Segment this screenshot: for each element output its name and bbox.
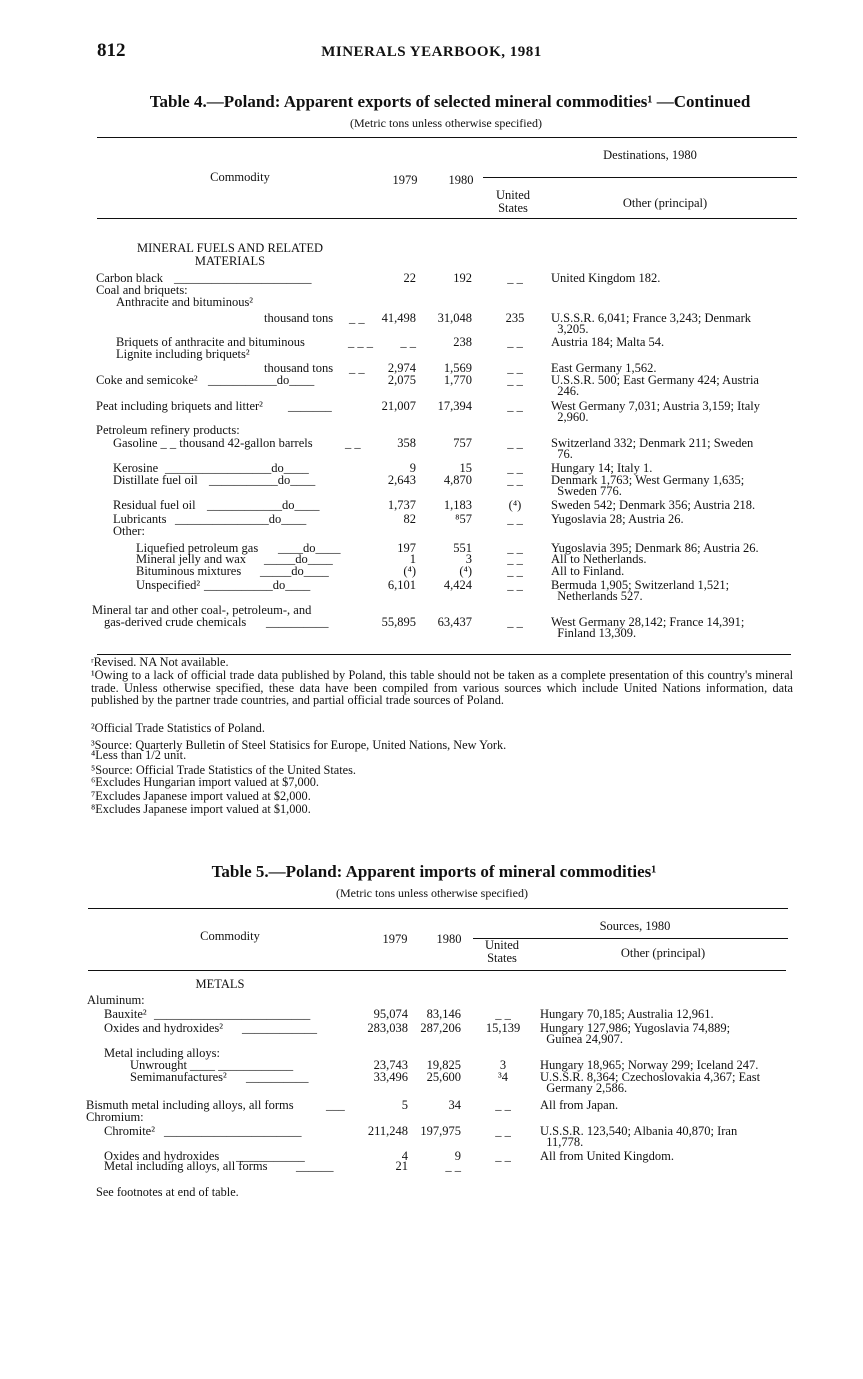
row-label: Petroleum refinery products: [96,423,240,437]
row-label: Bauxite² [104,1007,147,1021]
cell-1980: 34 [448,1098,461,1112]
cell-1979: 358 [397,436,416,450]
footnote: ²Official Trade Statistics of Poland. [91,721,265,735]
cell-united-states: _ _ [507,512,523,526]
cell-1979: 6,101 [387,578,416,592]
cell-united-states: _ _ [507,541,523,555]
cell-other-principal: All to Finland. [551,564,625,578]
table5-header-sources: Sources, 1980 [599,919,671,933]
cell-1980: 1,770 [443,373,472,387]
cell-united-states: 235 [505,311,525,325]
cell-1979: 283,038 [367,1021,408,1035]
row-label: Lubricants [113,512,167,526]
row-leader: ____ ____________ [190,1058,294,1072]
footnote: ⁷Excludes Japanese import valued at $2,000. [91,789,311,803]
table5-section-heading: METALS [195,977,245,991]
table5-header-1980: 1980 [436,932,462,946]
table4-subtitle: (Metric tons unless otherwise specified) [350,116,542,130]
table-row [0,498,863,512]
row-label: Semimanufactures² [130,1070,227,1084]
cell-other-principal: Yugoslavia 395; Denmark 86; Austria 26. [551,541,759,555]
table-row [0,311,863,336]
cell-1979: 5 [401,1098,408,1112]
row-label: Gasoline _ _ thousand 42-gallon barrels [113,436,313,450]
cell-united-states: _ _ [507,335,523,349]
cell-1980: 1,569 [443,361,472,375]
row-label: Bituminous mixtures [136,564,242,578]
row-label: Lignite including briquets² [116,347,250,361]
row-leader: _________________do____ [165,461,309,475]
table5-header-1979: 1979 [382,932,408,946]
cell-other-principal: U.S.S.R. 8,364; Czechoslovakia 4,367; East Germany 2,586. [540,1070,761,1095]
footnote: ⁴Less than 1/2 unit. [91,748,187,762]
row-label: Mineral jelly and wax [136,552,247,566]
cell-1979: 2,643 [387,473,416,487]
table4-dest-rule [483,177,797,178]
cell-1980: 1,183 [443,498,472,512]
table-row [0,436,863,461]
table4-header-other: Other (principal) [622,196,708,210]
table4-header-1980: 1980 [448,173,474,187]
row-label: Kerosine [113,461,159,475]
cell-united-states: ³4 [498,1070,508,1084]
cell-other-principal: All from Japan. [540,1098,619,1112]
table4-top-rule [97,137,797,138]
table5-title: Table 5.—Poland: Apparent imports of mineral commodities¹ [211,862,657,881]
cell-united-states: 3 [499,1058,507,1072]
cell-1979: 23,743 [373,1058,408,1072]
running-title: MINERALS YEARBOOK, 1981 [321,44,542,60]
cell-united-states: _ _ [507,373,523,387]
cell-united-states: _ _ [507,271,523,285]
footnote: ⁸Excludes Japanese import valued at $1,000. [91,802,311,816]
row-label: Chromium: [86,1110,144,1124]
cell-other-principal: Hungary 14; Italy 1. [551,461,653,475]
table-row [0,347,863,361]
cell-1980: 287,206 [420,1021,461,1035]
footnote: ⁵Source: Official Trade Statistics of the United States. [91,763,356,777]
cell-1980: (⁴) [459,564,472,578]
cell-1980: 757 [453,436,472,450]
cell-1980: 63,437 [437,615,472,629]
table5-header-other: Other (principal) [620,946,706,960]
row-label: Coke and semicoke² [96,373,198,387]
cell-united-states: _ _ [507,615,523,629]
row-label: Peat including briquets and litter² [96,399,263,413]
page-number: 812 [97,40,126,61]
table-row [0,564,863,578]
table-row [0,1110,863,1124]
row-label: Coal and briquets: [96,283,188,297]
cell-other-principal: Yugoslavia 28; Austria 26. [551,512,684,526]
table4-header-bottom-rule [97,218,797,219]
cell-1980: _ _ [445,1159,461,1173]
cell-united-states: _ _ [507,361,523,375]
table5-top-rule [88,908,788,909]
row-label: Distillate fuel oil [113,473,198,487]
row-leader: _____do____ [264,552,333,566]
row-label: Anthracite and bituminous² [116,295,254,309]
row-label: Chromite² [104,1124,155,1138]
cell-other-principal: West Germany 7,031; Austria 3,159; Italy 2,960. [551,399,761,424]
footnote: ¹Owing to a lack of official trade data published by Poland, this table should not be taken as a complete presentation of this country's mineral trade. Unless otherwise specified, these data have been compiled from various sources which include United Nations information, data published by the partner trade countries, and partial official trade sources of Poland. [91,668,793,707]
cell-other-principal: U.S.S.R. 6,041; France 3,243; Denmark 3,205. [551,311,751,336]
cell-1979: 1,737 [387,498,416,512]
cell-other-principal: Hungary 127,986; Yugoslavia 74,889; Guinea 24,907. [540,1021,731,1046]
row-leader: ___________do____ [208,373,315,387]
row-label: Carbon black [96,271,163,285]
cell-1980: 25,600 [426,1070,461,1084]
row-leader: _________________________ [154,1007,311,1021]
cell-united-states: _ _ [495,1149,511,1163]
cell-1980: 19,825 [426,1058,461,1072]
row-label: Metal including alloys: [104,1046,220,1060]
table4-header-commodity: Commodity [210,170,270,184]
row-label: thousand tons [264,311,334,325]
table-row [0,295,863,309]
cell-1979: 197 [397,541,416,555]
cell-1980: 4,870 [443,473,472,487]
row-label: Mineral tar and other coal-, petroleum-, and [92,603,312,617]
row-leader: _ _ [345,436,361,450]
table-row [0,1007,863,1021]
cell-other-principal: East Germany 1,562. [551,361,657,375]
row-label: gas-derived crude chemicals [104,615,247,629]
cell-1979: 2,974 [387,361,416,375]
cell-other-principal: Hungary 18,965; Norway 299; Iceland 247. [540,1058,759,1072]
table5-header-us: United States [484,938,520,965]
cell-1979: 22 [403,271,416,285]
table-row [0,373,863,398]
table-row [0,524,863,538]
row-label: Liquefied petroleum gas [136,541,259,555]
cell-1980: 3 [465,552,472,566]
cell-1980: 15 [459,461,472,475]
cell-other-principal: Bermuda 1,905; Switzerland 1,521; Netherlands 527. [551,578,730,603]
cell-other-principal: U.S.S.R. 500; East Germany 424; Austria 246. [551,373,759,398]
table-row [0,473,863,498]
cell-other-principal: All from United Kingdom. [540,1149,675,1163]
table5-header-bottom-rule [88,970,786,971]
cell-1979: (⁴) [403,564,416,578]
cell-1980: 9 [454,1149,461,1163]
row-leader: _ _ [349,311,365,325]
table-row [0,993,863,1007]
cell-1980: 238 [453,335,472,349]
row-leader: ____do____ [278,541,341,555]
row-leader: ______ [296,1159,334,1173]
cell-united-states: (⁴) [508,498,522,512]
row-leader: _______________do____ [175,512,307,526]
cell-1980: ⁸57 [455,512,472,526]
table-row [0,1021,863,1046]
row-leader: _____do____ [260,564,329,578]
cell-1980: 197,975 [420,1124,461,1138]
cell-1980: 551 [453,541,472,555]
cell-1979: 9 [409,461,416,475]
table4-section-heading: MINERAL FUELS AND RELATED MATERIALS [137,241,323,268]
row-leader: __________ [266,615,329,629]
cell-other-principal: Sweden 542; Denmark 356; Austria 218. [551,498,756,512]
row-leader: ___________ [236,1149,305,1163]
cell-united-states: _ _ [507,399,523,413]
cell-1979: 1 [409,552,416,566]
cell-united-states: _ _ [507,564,523,578]
cell-other-principal: Denmark 1,763; West Germany 1,635; Sweden 776. [551,473,745,498]
row-leader: ___ [326,1098,345,1112]
cell-united-states: _ _ [495,1124,511,1138]
footnote: ʳRevised. NA Not available. [91,655,229,669]
cell-1980: 17,394 [437,399,472,413]
row-leader: ______________________ [164,1124,302,1138]
row-leader: ___________do____ [204,578,311,592]
row-label: Metal including alloys, all forms [104,1159,268,1173]
row-label: Oxides and hydroxides² [104,1021,224,1035]
table-row [0,399,863,424]
cell-1979: 4 [401,1149,408,1163]
cell-united-states: _ _ [507,578,523,592]
row-label: Oxides and hydroxides [104,1149,220,1163]
cell-1980: 192 [453,271,472,285]
row-leader: _ _ [349,361,365,375]
cell-1979: _ _ [400,335,416,349]
row-leader: __________ [246,1070,309,1084]
cell-1979: 95,074 [373,1007,408,1021]
cell-other-principal: Hungary 70,185; Australia 12,961. [540,1007,714,1021]
row-label: thousand tons [264,361,334,375]
table-row [0,1159,863,1173]
cell-united-states: _ _ [507,552,523,566]
row-label: Other: [113,524,145,538]
cell-united-states: _ _ [507,461,523,475]
row-label: Residual fuel oil [113,498,196,512]
table4-header-1979: 1979 [392,173,418,187]
footnote: ⁶Excludes Hungarian import valued at $7,000. [91,775,319,789]
row-label: Aluminum: [87,993,145,1007]
table-row [0,423,863,437]
cell-united-states: _ _ [495,1007,511,1021]
table4-header-us: United States [495,188,531,215]
cell-1979: 33,496 [373,1070,408,1084]
cell-1979: 82 [403,512,416,526]
cell-other-principal: United Kingdom 182. [551,271,661,285]
row-leader: ______________________ [174,271,312,285]
row-leader: ____________ [242,1021,317,1035]
row-label: Briquets of anthracite and bituminous [116,335,305,349]
row-label: Bismuth metal including alloys, all forms [86,1098,294,1112]
cell-1980: 83,146 [426,1007,461,1021]
row-leader: _______ [288,399,332,413]
cell-other-principal: U.S.S.R. 123,540; Albania 40,870; Iran 11,778. [540,1124,738,1149]
cell-1979: 21,007 [381,399,416,413]
table-row [0,1124,863,1149]
cell-1979: 55,895 [381,615,416,629]
table-row [0,615,863,640]
cell-united-states: 15,139 [485,1021,521,1035]
row-label: Unspecified² [136,578,201,592]
cell-other-principal: West Germany 28,142; France 14,391; Finland 13,309. [551,615,745,640]
cell-other-principal: Austria 184; Malta 54. [551,335,665,349]
row-leader: ___________do____ [209,473,316,487]
table4-title: Table 4.—Poland: Apparent exports of selected mineral commodities¹ —Continued [149,92,751,111]
cell-united-states: _ _ [507,436,523,450]
cell-1979: 41,498 [381,311,416,325]
table5-note: See footnotes at end of table. [96,1185,239,1199]
cell-1980: 4,424 [443,578,472,592]
cell-1979: 2,075 [387,373,416,387]
cell-1979: 21 [395,1159,408,1173]
table-row [0,1070,863,1095]
row-leader: _ _ _ [348,335,373,349]
table5-header-commodity: Commodity [200,929,260,943]
cell-1979: 211,248 [367,1124,408,1138]
cell-other-principal: All to Netherlands. [551,552,647,566]
cell-united-states: _ _ [495,1098,511,1112]
table-row [0,578,863,603]
footnote: ³Source: Quarterly Bulletin of Steel Statisics for Europe, United Nations, New York. [91,738,507,752]
cell-united-states: _ _ [507,473,523,487]
row-leader: ____________do____ [207,498,320,512]
table5-subtitle: (Metric tons unless otherwise specified) [336,886,528,900]
row-label: Unwrought [130,1058,187,1072]
cell-1980: 31,048 [437,311,472,325]
table4-header-destinations: Destinations, 1980 [603,148,697,162]
cell-other-principal: Switzerland 332; Denmark 211; Sweden 76. [551,436,754,461]
